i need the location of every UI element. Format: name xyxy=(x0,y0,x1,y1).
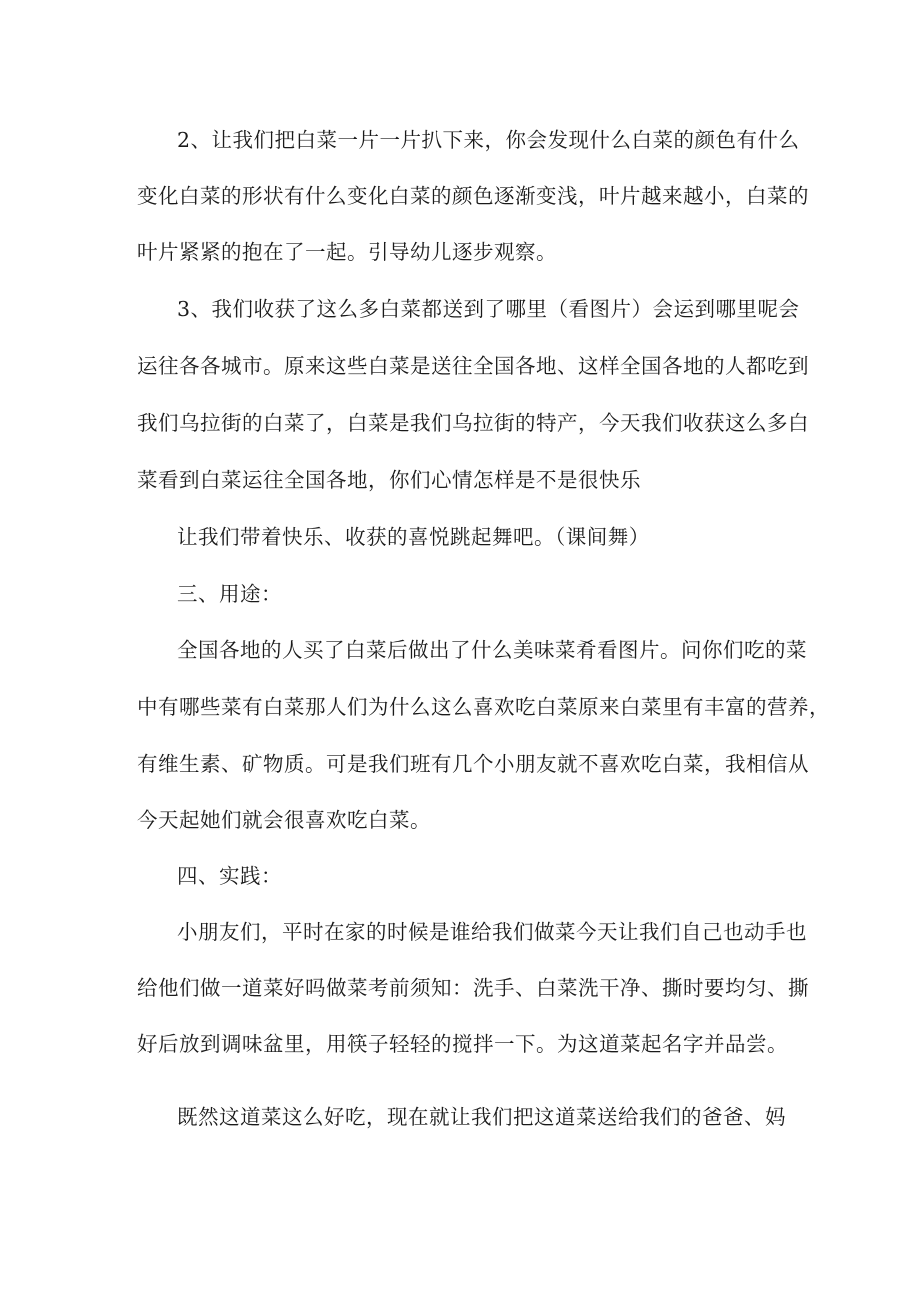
paragraph-5-line-2: 给他们做一道菜好吗做菜考前须知：洗手、白菜洗干净、撕时要均匀、撕 xyxy=(137,976,809,1000)
paragraph-2-line-3: 我们乌拉街的白菜了，白菜是我们乌拉街的特产，今天我们收获这么多白 xyxy=(137,411,809,435)
section-heading-uses: 三、用途： xyxy=(177,582,282,606)
paragraph-2-line-1: 3、我们收获了这么多白菜都送到了哪里（看图片）会运到哪里呢会 xyxy=(177,297,800,321)
paragraph-5-line-3: 好后放到调味盆里，用筷子轻轻的搅拌一下。为这道菜起名字并品尝。 xyxy=(137,1032,788,1056)
paragraph-4-line-4: 今天起她们就会很喜欢吃白菜。 xyxy=(137,808,431,832)
paragraph-3-line-1: 让我们带着快乐、收获的喜悦跳起舞吧。（课间舞） xyxy=(177,525,650,549)
paragraph-5-line-1: 小朋友们，平时在家的时候是谁给我们做菜今天让我们自己也动手也 xyxy=(177,920,807,944)
paragraph-1-line-3: 叶片紧紧的抱在了一起。引导幼儿逐步观察。 xyxy=(137,240,557,264)
paragraph-4-line-2: 中有哪些菜有白菜那人们为什么这么喜欢吃白菜原来白菜里有丰富的营养， xyxy=(137,695,830,719)
paragraph-4-line-3: 有维生素、矿物质。可是我们班有几个小朋友就不喜欢吃白菜，我相信从 xyxy=(137,752,809,776)
section-heading-practice: 四、实践： xyxy=(177,864,282,888)
paragraph-1-line-2: 变化白菜的形状有什么变化白菜的颜色逐渐变浅，叶片越来越小，白菜的 xyxy=(137,184,809,208)
paragraph-1-line-1: 2、让我们把白菜一片一片扒下来，你会发现什么白菜的颜色有什么 xyxy=(177,128,800,152)
paragraph-6-line-1: 既然这道菜这么好吃，现在就让我们把这道菜送给我们的爸爸、妈 xyxy=(177,1105,786,1129)
paragraph-2-line-4: 菜看到白菜运往全国各地，你们心情怎样是不是很快乐 xyxy=(137,468,641,492)
paragraph-4-line-1: 全国各地的人买了白菜后做出了什么美味菜肴看图片。问你们吃的菜 xyxy=(177,638,807,662)
paragraph-2-line-2: 运往各各城市。原来这些白菜是送往全国各地、这样全国各地的人都吃到 xyxy=(137,354,809,378)
